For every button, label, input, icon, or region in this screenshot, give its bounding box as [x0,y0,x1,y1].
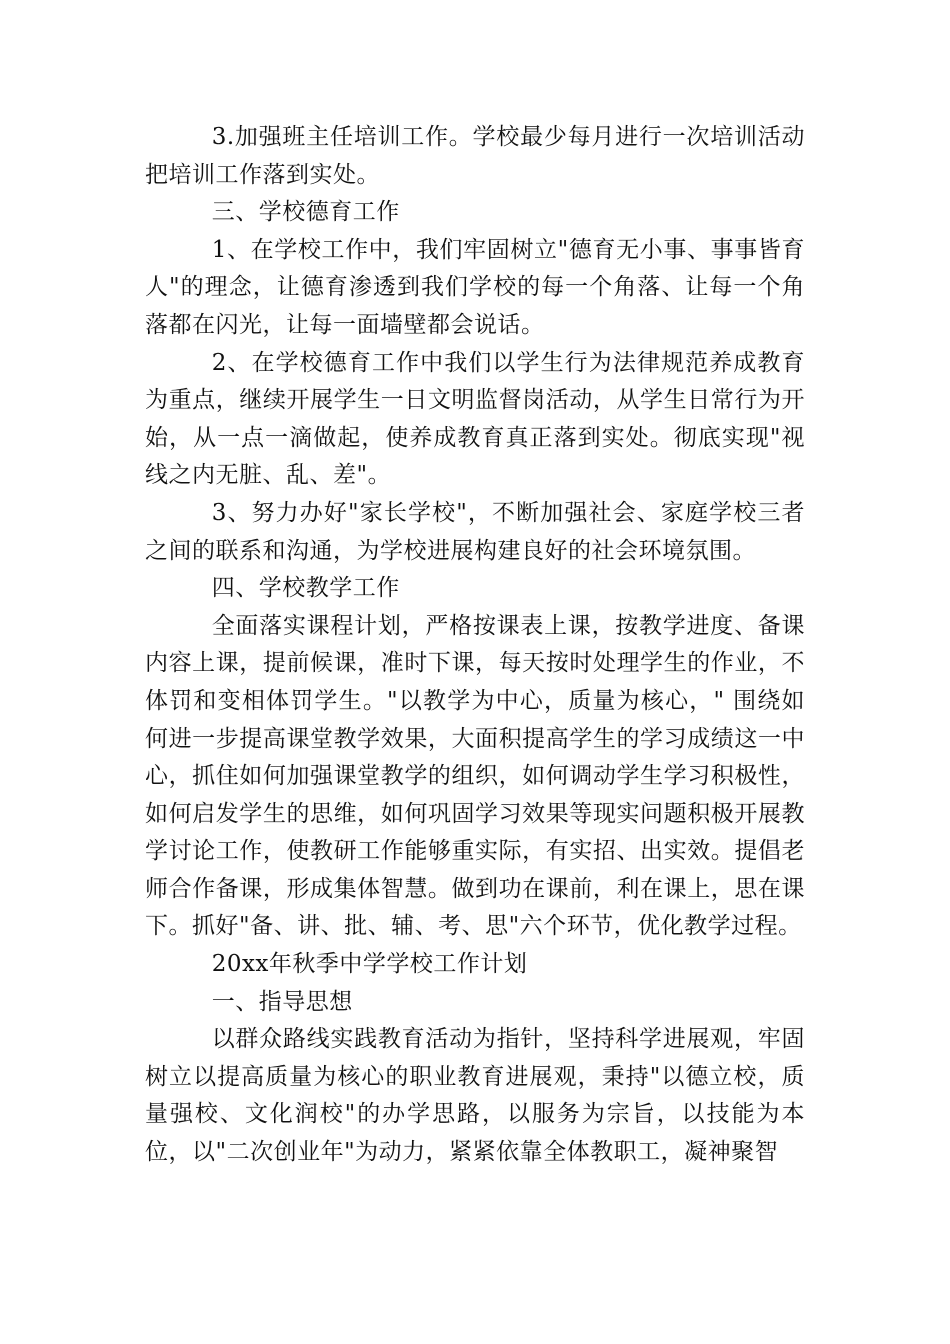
paragraph-teaching: 全面落实课程计划，严格按课表上课，按教学进度、备课内容上课，提前候课，准时下课，每天按时处理学生的作业，不体罚和变相体罚学生。"以教学为中心，质量为核心，" 围绕如何进一步提高课堂教学效果，大面积提高学生的学习成绩这一中心，抓住如何加强课堂教学的组织，如何调动学生学习积极性，如何启发学生的思维，如何巩固学习效果等现实问题积极开展教学讨论工作，使教研工作能够重实际，有实招、出实效。提倡老师合作备课，形成集体智慧。做到功在课前，利在课上，思在课下。抓好"备、讲、批、辅、考、思"六个环节，优化教学过程。 [145,612,805,940]
heading-teaching: 四、学校教学工作 [211,575,400,602]
paragraph-guiding-ideology: 以群众路线实践教育活动为指针，坚持科学进展观，牢固树立以提高质量为核心的职业教育进展观，秉持"以德立校，质量强校、文化润校"的办学思路，以服务为宗旨，以技能为本位，以"二次创业年"为动力，紧紧依靠全体教职工，凝神聚智 [145,1026,805,1166]
paragraph-moral-3: 3、努力办好"家长学校"，不断加强社会、家庭学校三者之间的联系和沟通，为学校进展构建良好的社会环境氛围。 [145,499,805,564]
paragraph-moral-1: 1、在学校工作中，我们牢固树立"德育无小事、事事皆育人"的理念，让德育渗透到我们学校的每一个角落、让每一个角落都在闪光，让每一面墙壁都会说话。 [145,236,805,338]
paragraph-training: 3.加强班主任培训工作。学校最少每月进行一次培训活动把培训工作落到实处。 [145,124,805,188]
document-body [145,119,805,1172]
paragraph-moral-2: 2、在学校德育工作中我们以学生行为法律规范养成教育为重点，继续开展学生一日文明监督岗活动，从学生日常行为开始，从一点一滴做起，使养成教育真正落到实处。彻底实现"视线之内无脏、乱、差"。 [145,349,805,489]
heading-moral-education: 三、学校德育工作 [211,199,400,226]
document-title: 20xx年秋季中学学校工作计划 [211,951,528,978]
heading-guiding-ideology: 一、指导思想 [211,988,353,1015]
